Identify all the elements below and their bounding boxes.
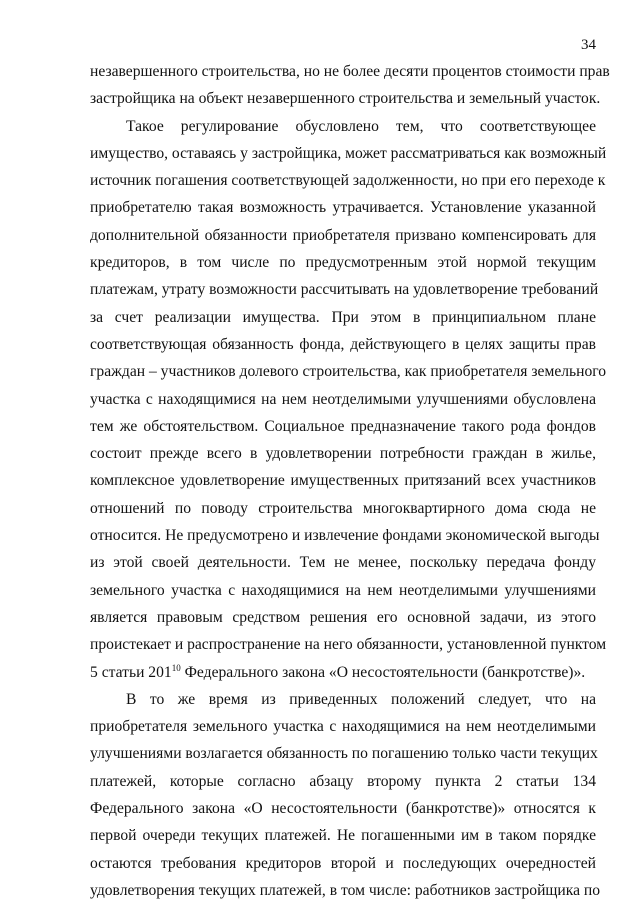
text-line: дополнительной обязанности приобретателя призвано компенсировать для (90, 226, 596, 244)
text-line: В то же время из приведенных положений следует, что на (126, 690, 596, 708)
footnote-text-before: 5 статьи 201 (90, 663, 172, 681)
text-line: состоит прежде всего в удовлетворении потребности граждан в жилье, (90, 445, 596, 463)
text-line: граждан – участников долевого строительства, как приобретателя земельного (90, 363, 607, 381)
text-line: имущество, оставаясь у застройщика, может рассматриваться как возможный (90, 144, 607, 162)
text-line: земельного участка с находящимися на нем неотделимыми улучшениями (90, 581, 596, 599)
text-line: комплексное удовлетворение имущественных притязаний всех участников (90, 472, 596, 490)
text-line-with-footnote (90, 659, 596, 686)
page-number: 34 (581, 37, 596, 53)
text-line: является правовым средством решения его основной задачи, из этого (90, 608, 596, 626)
footnote-text-after: Федерального закона «О несостоятельности (банкротстве)». (180, 663, 586, 681)
text-line: кредиторов, в том числе по предусмотренным этой нормой текущим (90, 254, 596, 272)
footnote-superscript: 10 (171, 662, 181, 673)
text-line: за счет реализации имущества. При этом в принципиальном плане (90, 308, 596, 326)
text-line: улучшениями возлагается обязанность по погашению только части текущих (90, 745, 598, 763)
text-line: платежей, которые согласно абзацу второму пункта 2 статьи 134 (90, 772, 596, 790)
text-line: застройщика на объект незавершенного строительства и земельный участок. (90, 90, 601, 108)
text-line: из этой своей деятельности. Тем не менее, поскольку передача фонду (90, 554, 596, 572)
text-line: источник погашения соответствующей задолженности, но при его переходе к (90, 172, 606, 190)
text-line: остаются требования кредиторов второй и последующих очередностей (90, 854, 596, 872)
text-line: соответствующая обязанность фонда, действующего в целях защиты прав (90, 335, 596, 353)
text-line: тем же обстоятельством. Социальное предназначение такого рода фондов (90, 417, 596, 435)
text-line: Такое регулирование обусловлено тем, что соответствующее (126, 117, 596, 135)
text-line: Федерального закона «О несостоятельности (банкротстве)» относятся к (90, 800, 596, 818)
body-text (90, 58, 610, 904)
text-line: проистекает и распространение на него обязанности, установленной пунктом (90, 636, 607, 654)
text-line: удовлетворения текущих платежей, в том числе: работников застройщика по (90, 881, 601, 899)
text-line: приобретателю такая возможность утрачивается. Установление указанной (90, 199, 596, 217)
text-line: отношений по поводу строительства многоквартирного дома сюда не (90, 499, 596, 517)
text-line: приобретателя земельного участка с находящимися на нем неотделимыми (90, 718, 596, 736)
text-line: относится. Не предусмотрено и извлечение фондами экономической выгоды (90, 527, 600, 545)
text-line: первой очереди текущих платежей. Не погашенными им в таком порядке (90, 827, 596, 845)
text-line: платежам, утрату возможности рассчитывать на удовлетворение требований (90, 281, 599, 299)
text-line: участка с находящимися на нем неотделимыми улучшениями обусловлена (90, 390, 596, 408)
text-line: незавершенного строительства, но не более десяти процентов стоимости прав (90, 63, 610, 80)
